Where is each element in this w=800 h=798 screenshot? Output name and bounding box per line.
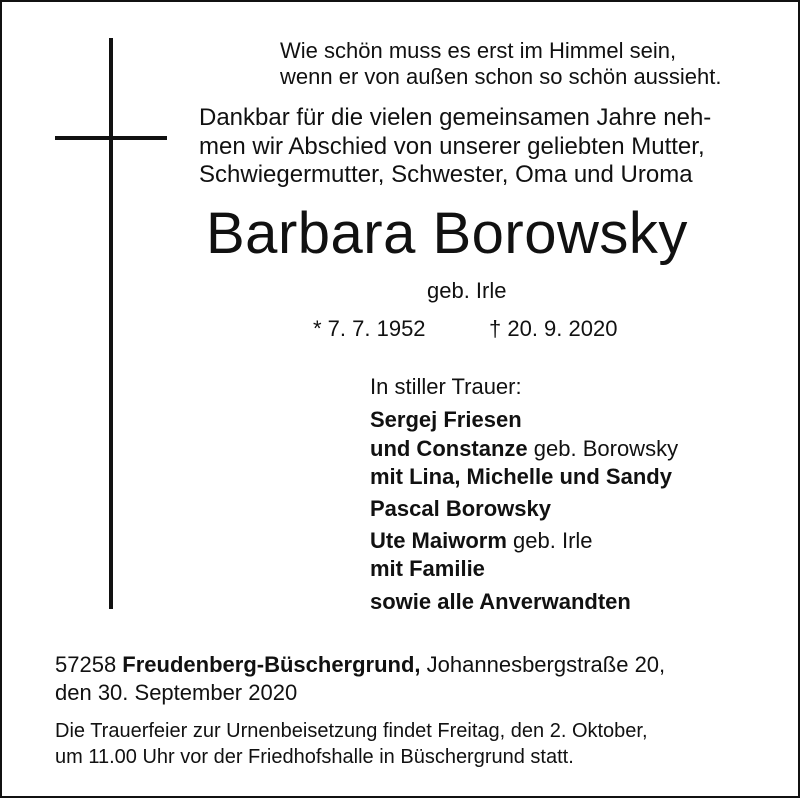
intro-line-1: Dankbar für die vielen gemeinsamen Jahre neh-: [199, 104, 712, 131]
ceremony-line-1: Die Trauerfeier zur Urnenbeisetzung findet Freitag, den 2. Oktober,: [55, 720, 648, 742]
death-date: † 20. 9. 2020: [489, 316, 618, 341]
intro-line-3: Schwiegermutter, Schwester, Oma und Uroma: [199, 161, 693, 188]
cross-vertical-bar: [109, 38, 113, 609]
ceremony-line-2: um 11.00 Uhr vor der Friedhofshalle in Büschergrund statt.: [55, 746, 574, 768]
address-line: [55, 651, 665, 679]
motto-line-1: Wie schön muss es erst im Himmel sein,: [280, 38, 677, 63]
intro-line-2: men wir Abschied von unserer geliebten Mutter,: [199, 133, 705, 160]
mourner-line-4: Pascal Borowsky: [370, 496, 551, 521]
motto-line-2: wenn er von außen schon so schön aussieht.: [280, 64, 722, 89]
address-zip: 57258: [55, 652, 123, 677]
mourner-line-2: [370, 434, 678, 463]
address-street: Johannesbergstraße 20,: [420, 652, 666, 677]
mourners-heading: In stiller Trauer:: [370, 374, 522, 399]
birth-date: * 7. 7. 1952: [313, 316, 426, 341]
mourner-line-5: [370, 526, 593, 555]
mourner-line-5-name: Ute Maiworm: [370, 528, 507, 553]
mourner-line-5-suffix: geb. Irle: [506, 528, 593, 553]
mourner-line-2-name: und Constanze: [370, 436, 528, 461]
mourner-line-1: Sergej Friesen: [370, 407, 522, 432]
mourner-line-7: sowie alle Anverwandten: [370, 589, 631, 614]
mourner-line-3: mit Lina, Michelle und Sandy: [370, 464, 672, 489]
mourner-line-2-suffix: geb. Borowsky: [527, 436, 679, 461]
address-date: den 30. September 2020: [55, 680, 298, 705]
mourner-line-6: mit Familie: [370, 556, 485, 581]
cross-horizontal-bar: [55, 136, 167, 140]
address-place: Freudenberg-Büschergrund,: [122, 652, 421, 677]
maiden-name: geb. Irle: [427, 278, 507, 303]
deceased-name: Barbara Borowsky: [206, 201, 688, 266]
